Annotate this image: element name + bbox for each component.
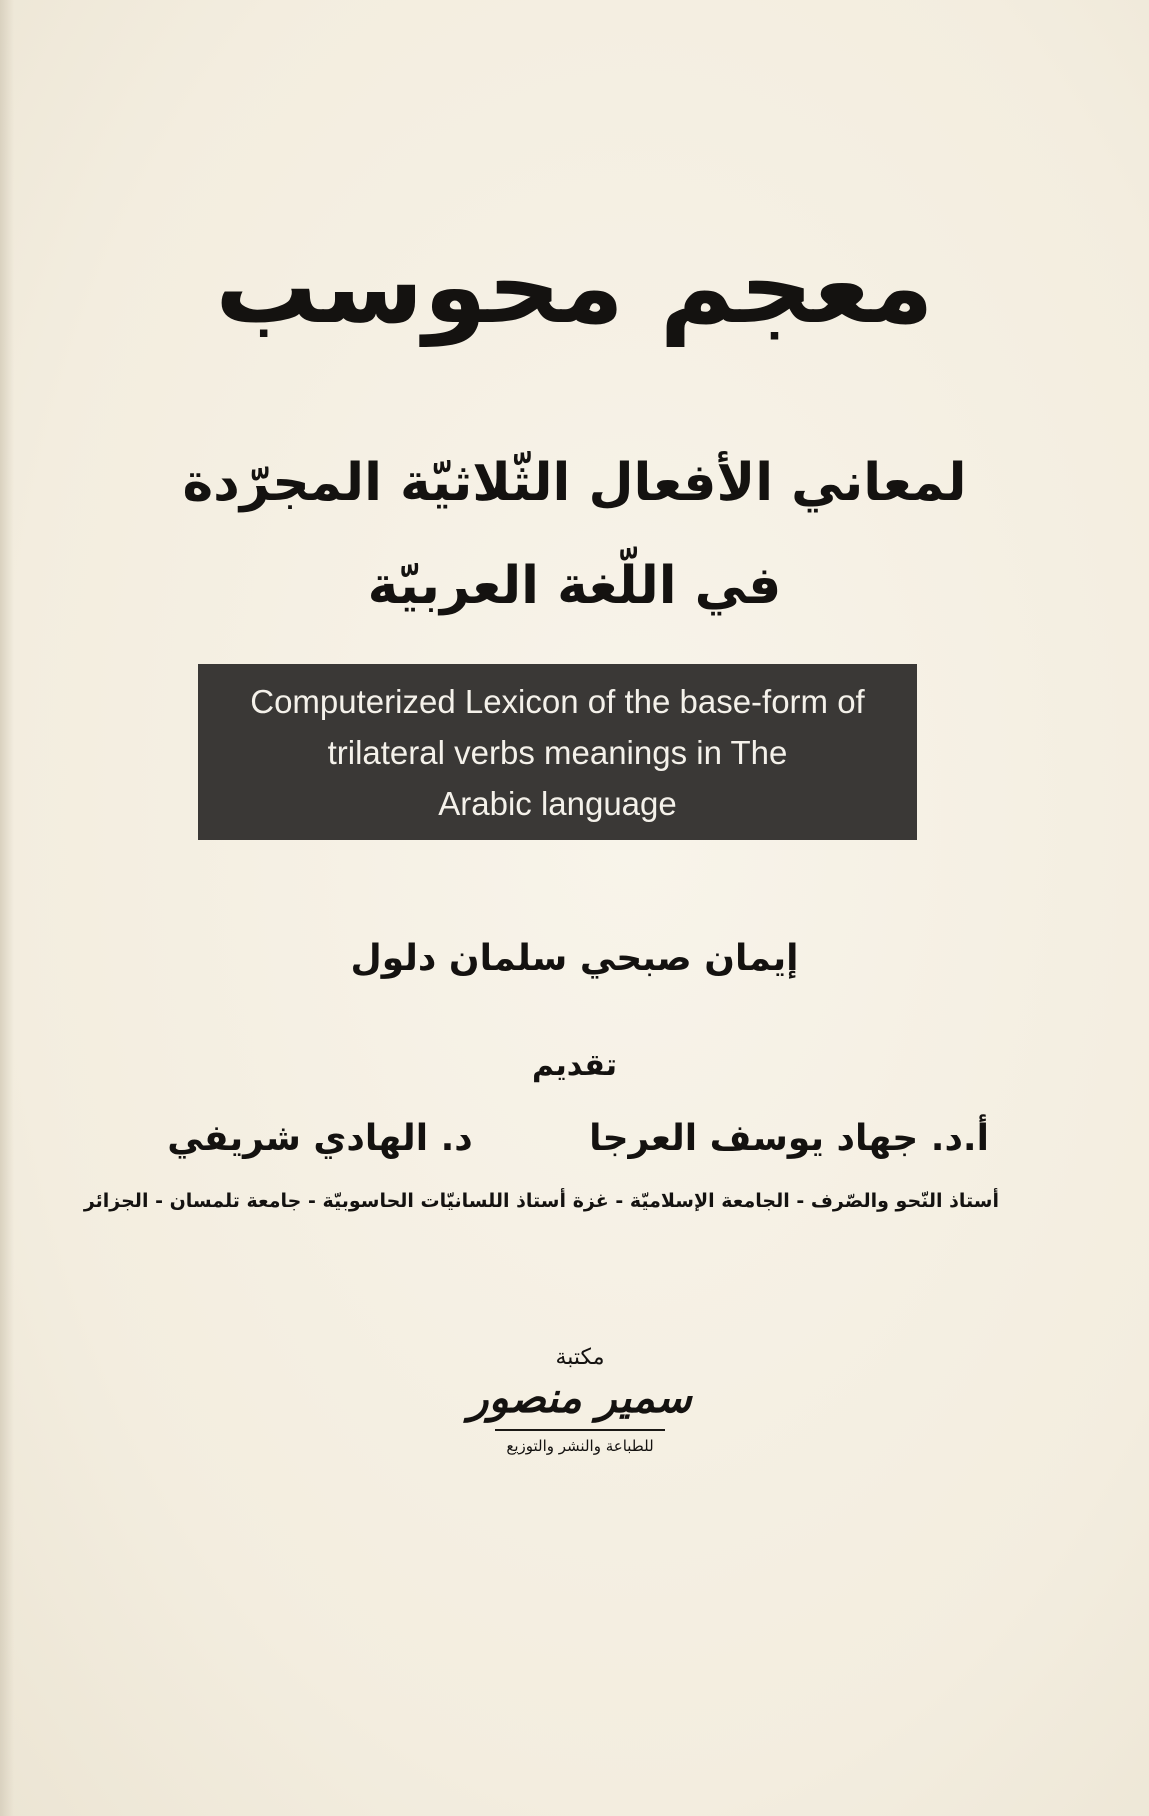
presenter-name-2: د. الهادي شريفي bbox=[167, 1118, 473, 1159]
publisher-tagline: للطباعة والنشر والتوزيع bbox=[506, 1437, 654, 1455]
presenter-role-1: أستاذ النّحو والصّرف - الجامعة الإسلاميّة - غزة bbox=[572, 1190, 999, 1212]
presenter-role-2: أستاذ اللسانيّات الحاسوبيّة - جامعة تلمسان - الجزائر bbox=[83, 1190, 566, 1212]
publisher-logo bbox=[455, 1345, 705, 1475]
book-title: معجم محوسب bbox=[215, 228, 934, 347]
book-subtitle-line-1: لمعاني الأفعال الثّلاثيّة المجرّدة bbox=[182, 453, 967, 513]
author-name: إيمان صبحي سلمان دلول bbox=[350, 938, 799, 979]
presenter-name-1: أ.د. جهاد يوسف العرجا bbox=[589, 1118, 989, 1159]
english-title-line-1: Computerized Lexicon of the base-form of bbox=[250, 682, 865, 720]
english-title-text bbox=[250, 676, 864, 829]
introduction-label: تقديم bbox=[532, 1048, 617, 1083]
publisher-label: مكتبة bbox=[555, 1345, 605, 1370]
english-title-box bbox=[198, 664, 917, 840]
publisher-name: سمير منصور bbox=[468, 1373, 692, 1422]
english-title-line-2: trilateral verbs meanings in The bbox=[327, 733, 788, 771]
publisher-underline bbox=[495, 1429, 665, 1431]
english-title-line-3: Arabic language bbox=[438, 784, 677, 822]
book-subtitle-line-2: في اللّغة العربيّة bbox=[367, 556, 782, 616]
